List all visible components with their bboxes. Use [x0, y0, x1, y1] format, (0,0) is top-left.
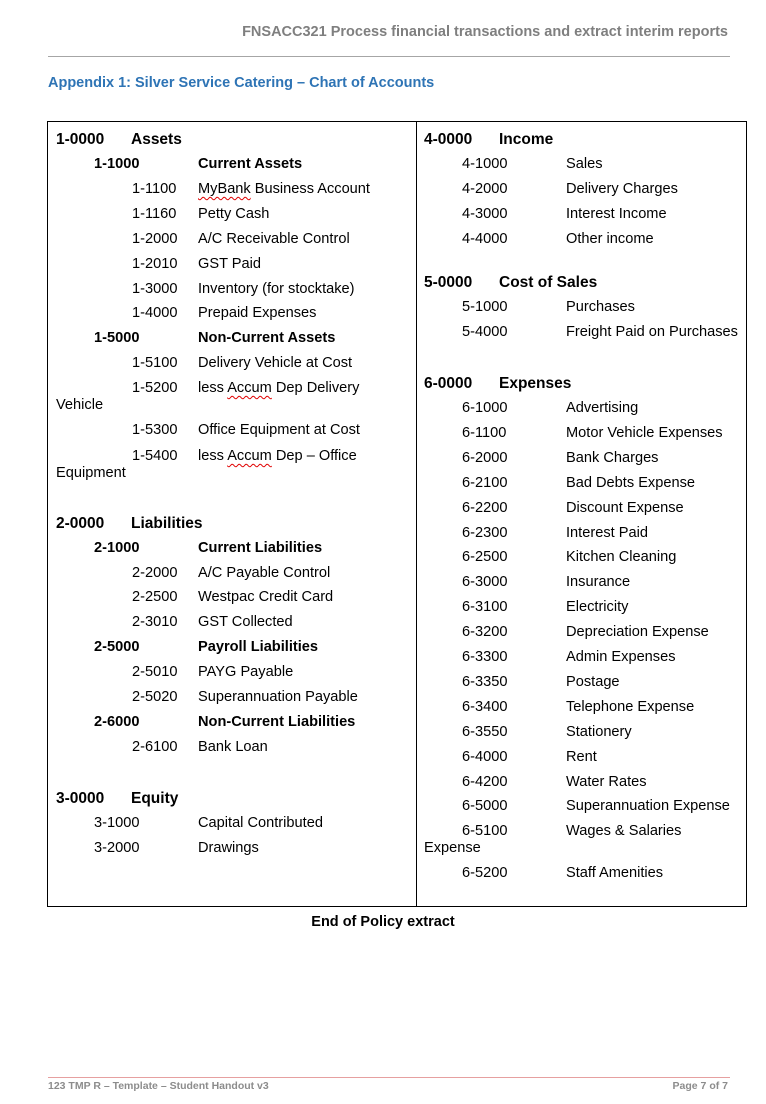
- account-row-label: Delivery Vehicle at Cost: [198, 355, 353, 371]
- group-liabilities-label: Liabilities: [131, 515, 203, 532]
- account-row-label: GST Collected: [198, 614, 293, 630]
- account-row-label: Wages & Salaries: [566, 823, 682, 840]
- account-row-code: 6-2100: [462, 474, 508, 491]
- account-row-label: PAYG Payable: [198, 664, 294, 680]
- account-row-label: Capital Contributed: [198, 815, 323, 831]
- account-row-code: 6-4000: [462, 748, 508, 765]
- account-row-code: 6-5100: [462, 823, 508, 840]
- account-row-code: 2-2500: [132, 589, 178, 605]
- account-row-code: 2-2000: [132, 565, 178, 581]
- account-row-code: 5-1000: [462, 299, 508, 315]
- account-row-code: 2-6100: [132, 739, 178, 755]
- account-row-code: 6-5200: [462, 864, 508, 881]
- account-row-label: Interest Income: [566, 206, 667, 222]
- account-row-code: 1-5300: [132, 422, 178, 438]
- account-row-label: Office Equipment at Cost: [198, 422, 360, 438]
- account-row-label: Insurance: [566, 574, 631, 591]
- spellcheck-underline: Accum: [227, 380, 272, 396]
- account-row-label: Admin Expenses: [566, 649, 676, 665]
- group-assets-label: Assets: [131, 131, 182, 148]
- account-row-wrap: Equipment: [56, 465, 126, 481]
- subgroup-noncurrent-assets-code: 1-5000: [94, 330, 140, 346]
- account-row-code: 6-3000: [462, 574, 508, 591]
- account-row-code: 6-2000: [462, 449, 508, 466]
- account-row-label: Telephone Expense: [566, 698, 695, 715]
- end-of-extract: End of Policy extract: [311, 914, 455, 930]
- account-row-label: Stationery: [566, 723, 632, 740]
- account-row-label: Superannuation Payable: [198, 689, 358, 705]
- account-row-label: Westpac Credit Card: [198, 589, 334, 605]
- account-row-code: 6-1100: [462, 424, 507, 441]
- account-row-label: Electricity: [566, 599, 629, 616]
- appendix-title: Appendix 1: Silver Service Catering – Chart of Accounts: [48, 75, 435, 91]
- spellcheck-underline: Accum: [227, 448, 272, 464]
- footer-template-label: 123 TMP R – Template – Student Handout v3: [48, 1080, 269, 1092]
- account-row-label: Bank Charges: [566, 449, 659, 466]
- account-row-label: Rent: [566, 748, 597, 765]
- account-row-code: 2-3010: [132, 614, 178, 630]
- account-row-code: 6-3350: [462, 673, 508, 690]
- group-expenses-label: Expenses: [499, 375, 572, 392]
- account-row-code: 6-2300: [462, 524, 508, 541]
- account-row-label: Postage: [566, 673, 620, 690]
- subgroup-noncurrent-assets-label: Non-Current Assets: [198, 330, 336, 346]
- account-row-code: 4-1000: [462, 156, 508, 172]
- account-row-code: 5-4000: [462, 324, 508, 340]
- account-row-code: 1-4000: [132, 305, 178, 321]
- account-row-label: Bad Debts Expense: [566, 474, 695, 491]
- account-row-label: Discount Expense: [566, 499, 684, 516]
- account-row-label: Superannuation Expense: [566, 798, 730, 815]
- account-row-label: Sales: [566, 156, 603, 172]
- account-row-wrap: Vehicle: [56, 397, 104, 413]
- account-row-code: 6-3200: [462, 624, 508, 641]
- account-row-label: Inventory (for stocktake): [198, 281, 355, 297]
- group-income-code: 4-0000: [424, 131, 473, 148]
- account-row-code: 1-3000: [132, 281, 178, 297]
- account-row-label: Interest Paid: [566, 524, 648, 541]
- subgroup-current-assets-code: 1-1000: [94, 156, 140, 172]
- account-row-code: 3-2000: [94, 840, 140, 856]
- group-liabilities-code: 2-0000: [56, 515, 105, 532]
- document-header-title: FNSACC321 Process financial transactions and extract interim reports: [242, 24, 728, 40]
- account-row-code: 4-4000: [462, 231, 508, 247]
- account-row-code: 6-2200: [462, 499, 508, 516]
- account-row-code: 1-1160: [132, 206, 177, 222]
- account-row-code: 4-2000: [462, 181, 508, 197]
- account-row-code: 6-5000: [462, 798, 508, 815]
- account-row-code: 6-3400: [462, 698, 508, 715]
- group-cost-of-sales-code: 5-0000: [424, 274, 473, 291]
- account-row-label: Advertising: [566, 400, 639, 416]
- account-row-code: 2-5010: [132, 664, 178, 680]
- account-row-label: Staff Amenities: [566, 864, 664, 881]
- account-row-code: 1-2010: [132, 256, 178, 272]
- account-row-code: 6-4200: [462, 773, 508, 790]
- account-row-label: Drawings: [198, 840, 259, 856]
- account-row-code: 1-5100: [132, 355, 178, 371]
- account-row-label: Delivery Charges: [566, 181, 678, 197]
- account-row-label: Bank Loan: [198, 739, 268, 755]
- group-equity-label: Equity: [131, 790, 179, 807]
- account-row-code: 6-3550: [462, 723, 508, 740]
- column-divider: [416, 122, 417, 906]
- group-income-label: Income: [499, 131, 554, 148]
- account-row-label: less Accum Dep – Office: [198, 448, 357, 464]
- account-row-label: A/C Receivable Control: [198, 231, 350, 247]
- spellcheck-underline: MyBank: [198, 181, 251, 197]
- subgroup-current-liabilities-code: 2-1000: [94, 540, 140, 556]
- account-row-label: Freight Paid on Purchases: [566, 324, 738, 340]
- account-row-label: Depreciation Expense: [566, 624, 709, 641]
- group-equity-code: 3-0000: [56, 790, 105, 807]
- subgroup-current-assets-label: Current Assets: [198, 156, 303, 172]
- subgroup-noncurrent-liabilities-label: Non-Current Liabilities: [198, 714, 356, 730]
- account-row-label: Petty Cash: [198, 206, 270, 222]
- group-assets-code: 1-0000: [56, 131, 105, 148]
- account-row-wrap: Expense: [424, 840, 481, 857]
- account-row-label: Other income: [566, 231, 654, 247]
- subgroup-current-liabilities-label: Current Liabilities: [198, 540, 323, 556]
- account-row-code: 6-3100: [462, 599, 508, 616]
- account-row-label: GST Paid: [198, 256, 261, 272]
- account-row-label: Prepaid Expenses: [198, 305, 317, 321]
- account-row-code: 6-2500: [462, 549, 508, 566]
- account-row-label: Water Rates: [566, 773, 647, 790]
- account-row-code: 6-3300: [462, 649, 508, 665]
- footer-page-number: Page 7 of 7: [672, 1080, 728, 1092]
- subgroup-payroll-liabilities-code: 2-5000: [94, 639, 140, 655]
- account-row-label: Motor Vehicle Expenses: [566, 424, 723, 441]
- group-cost-of-sales-label: Cost of Sales: [499, 274, 598, 291]
- account-row-code: 2-5020: [132, 689, 178, 705]
- account-row-label: A/C Payable Control: [198, 565, 331, 581]
- account-row-code: 1-5200: [132, 380, 178, 396]
- account-row-code: 4-3000: [462, 206, 508, 222]
- account-row-label: less Accum Dep Delivery: [198, 380, 360, 396]
- subgroup-noncurrent-liabilities-code: 2-6000: [94, 714, 140, 730]
- account-row-code: 1-2000: [132, 231, 178, 247]
- header-rule: [48, 56, 730, 57]
- account-row-code: 1-1100: [132, 181, 177, 197]
- account-row-label: Kitchen Cleaning: [566, 549, 677, 566]
- account-row-code: 6-1000: [462, 400, 508, 416]
- account-row-code: 1-5400: [132, 448, 178, 464]
- footer-rule: [48, 1077, 730, 1078]
- account-row-label: MyBank Business Account: [198, 181, 370, 197]
- account-row-code: 3-1000: [94, 815, 140, 831]
- account-row-label: Purchases: [566, 299, 635, 315]
- subgroup-payroll-liabilities-label: Payroll Liabilities: [198, 639, 319, 655]
- group-expenses-code: 6-0000: [424, 375, 473, 392]
